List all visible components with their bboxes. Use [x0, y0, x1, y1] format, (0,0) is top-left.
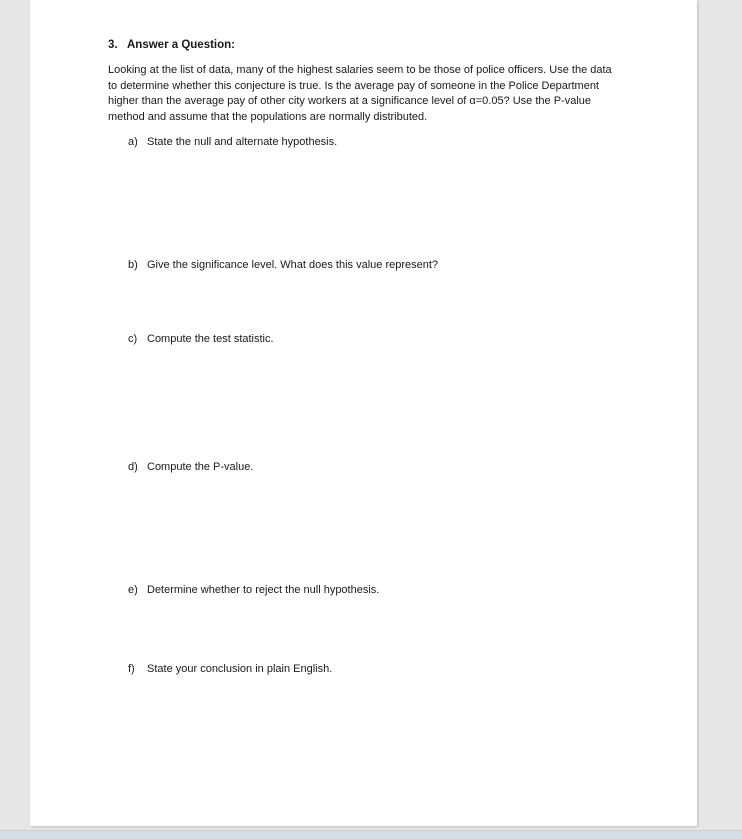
- item-marker: c): [128, 333, 138, 345]
- intro-line: higher than the average pay of other city workers at a significance level of α=0.05? Use the P-value: [108, 95, 591, 108]
- document-page: [30, 0, 697, 826]
- question-title: Answer a Question:: [127, 39, 235, 51]
- viewer-bottom-border: [0, 830, 742, 839]
- list-item-b: [128, 259, 438, 271]
- list-item-e: [128, 584, 379, 596]
- item-text: Compute the test statistic.: [147, 333, 274, 345]
- question-intro: [108, 63, 628, 125]
- list-item-a: [128, 136, 337, 148]
- item-text: State your conclusion in plain English.: [147, 663, 333, 675]
- item-marker: d): [128, 461, 138, 473]
- list-item-c: [128, 333, 274, 345]
- intro-line: to determine whether this conjecture is true. Is the average pay of someone in the Police Department: [108, 79, 599, 92]
- item-text: Compute the P-value.: [147, 461, 254, 473]
- item-text: Determine whether to reject the null hypothesis.: [147, 584, 380, 596]
- item-marker: b): [128, 259, 138, 271]
- question-number: 3.: [108, 39, 118, 51]
- item-marker: f): [128, 663, 135, 675]
- item-marker: a): [128, 136, 138, 148]
- item-marker: e): [128, 584, 138, 596]
- intro-line: Looking at the list of data, many of the highest salaries seem to be those of police officers. Use the data: [108, 64, 612, 76]
- list-item-f: [128, 663, 332, 675]
- item-text: State the null and alternate hypothesis.: [147, 136, 338, 148]
- intro-line: method and assume that the populations are normally distributed.: [108, 110, 428, 123]
- question-heading: [108, 39, 235, 51]
- list-item-d: [128, 461, 253, 473]
- item-text: Give the significance level. What does this value represent?: [147, 259, 439, 271]
